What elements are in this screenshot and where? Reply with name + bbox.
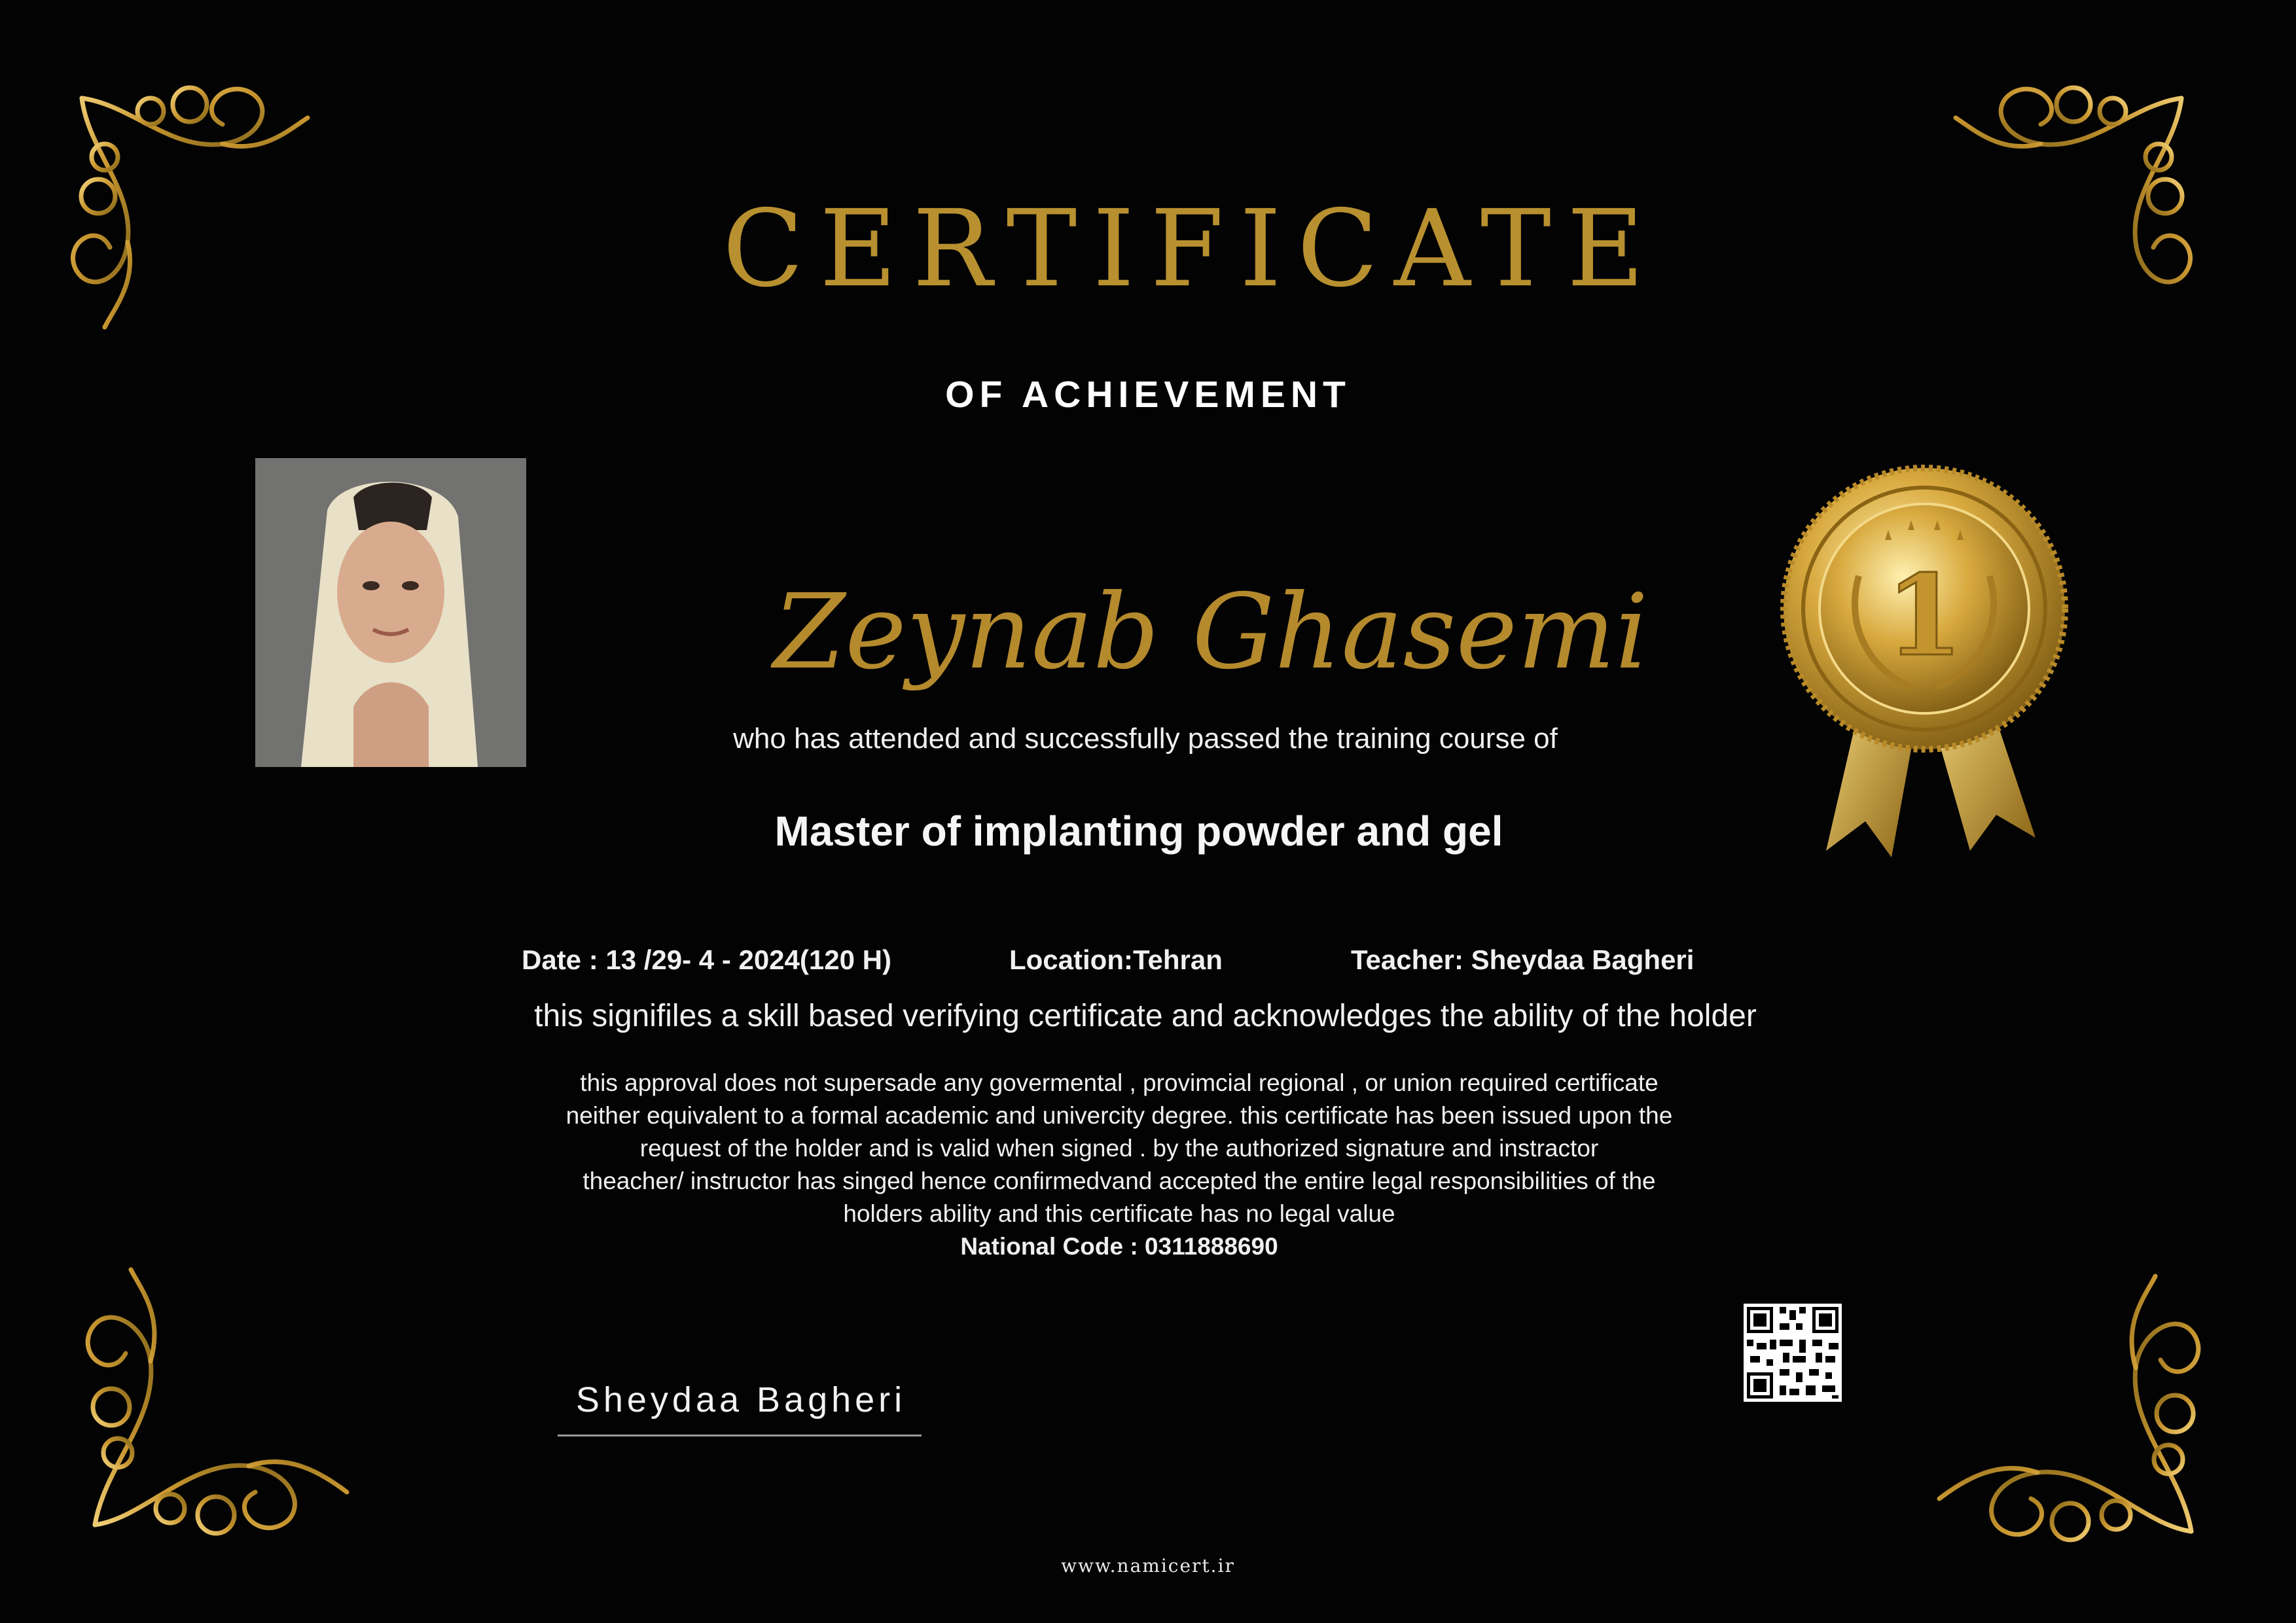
ornament-top-left [73,88,465,481]
disclaimer [497,1067,1741,1263]
medal-number: 1 [1885,550,1964,681]
qr-code-icon[interactable] [1744,1304,1842,1402]
website-link[interactable]: www.namicert.ir [1061,1555,1235,1577]
location-value: Tehran [1132,944,1223,975]
recipient-photo [255,458,526,767]
disclaimer-line: neither equivalent to a formal academic and univercity degree. this certificate has been issued upon the [565,1102,1673,1129]
disclaimer-line: theacher/ instructor has singed hence confirmedvand accepted the entire legal responsibilities of the [583,1168,1656,1194]
disclaimer-line: this approval does not supersade any govermental , provimcial regional , or union required certificate [580,1069,1659,1096]
signifies-text: this signifiles a skill based verifying certificate and acknowledges the ability of the holder [534,999,1757,1033]
national-code: National Code : 0311888690 [960,1233,1278,1260]
disclaimer-line: holders ability and this certificate has no legal value [843,1200,1395,1227]
teacher-label: Teacher: [1351,944,1463,975]
disclaimer-line: request of the holder and is valid when signed . by the authorized signature and instractor [639,1135,1599,1162]
course-name: Master of implanting powder and gel [774,808,1503,855]
location-label: Location: [1009,944,1133,975]
signature-name: Sheydaa Bagheri [575,1380,906,1419]
course-teacher [1351,944,1694,976]
certificate-title: CERTIFICATE [723,188,1660,311]
certificate-subtitle: OF ACHIEVEMENT [945,374,1351,416]
gold-medal-icon [1767,465,2081,870]
ornament-bottom-left [88,1103,511,1533]
attended-text: who has attended and successfully passed the training course of [733,722,1558,755]
ornament-top-right [1818,88,2190,461]
recipient-name: Zeynab Ghasemi [773,572,1649,692]
teacher-value: Sheydaa Bagheri [1471,944,1695,975]
course-location [1009,944,1223,976]
signature-line [558,1435,922,1436]
course-date: Date : 13 /29- 4 - 2024(120 H) [522,944,891,975]
